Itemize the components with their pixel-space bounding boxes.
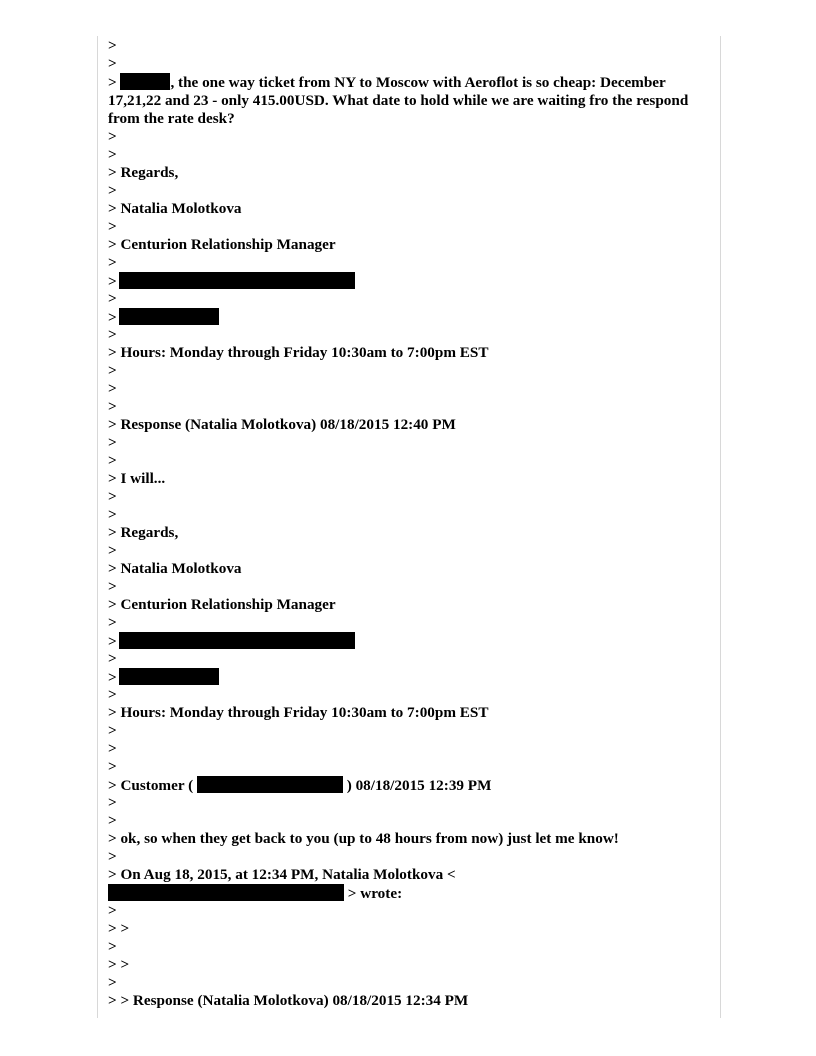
- redacted-phone-line: [108, 308, 708, 326]
- quote-line: >: [108, 380, 117, 397]
- double-quote-line: > >: [108, 956, 130, 973]
- customer-header: [108, 776, 708, 794]
- quote-line: >: [108, 506, 117, 523]
- redacted-email: [108, 884, 344, 901]
- quote-line: >: [108, 254, 117, 271]
- quote-line: >: [108, 452, 117, 469]
- wrote-suffix: > wrote:: [347, 885, 403, 902]
- opening-paragraph: [108, 73, 708, 128]
- quote-line: >: [108, 740, 117, 757]
- quote-line: >: [108, 812, 117, 829]
- quote-line: >: [108, 974, 117, 991]
- on-date-line: > On Aug 18, 2015, at 12:34 PM, Natalia Molotkova <: [108, 866, 456, 883]
- signature-name: > Natalia Molotkova: [108, 560, 242, 577]
- customer-header-suffix: ) 08/18/2015 12:39 PM: [346, 777, 492, 794]
- redacted-contact-line: [108, 272, 708, 290]
- opening-text: , the one way ticket from NY to Moscow with Aeroflot is so cheap: December 17,21,22 and 23 - only 415.00USD. What date to hold while we are waiting fro the respond from the rate desk?: [108, 74, 689, 127]
- quote-line: >: [108, 758, 117, 775]
- redacted-block: [119, 668, 219, 685]
- signature-name: > Natalia Molotkova: [108, 200, 242, 217]
- signature-title: > Centurion Relationship Manager: [108, 236, 336, 253]
- quote-line: >: [108, 362, 117, 379]
- quote-marker: >: [108, 669, 117, 686]
- response-header: > Response (Natalia Molotkova) 08/18/2015 12:40 PM: [108, 416, 456, 433]
- quote-line: >: [108, 146, 117, 163]
- regards-line: > Regards,: [108, 164, 179, 181]
- quote-line: >: [108, 326, 117, 343]
- quote-marker: >: [108, 273, 117, 290]
- double-quote-line: > >: [108, 920, 130, 937]
- email-thread: [108, 37, 708, 1010]
- quote-line: >: [108, 614, 117, 631]
- wrote-line: [108, 884, 708, 902]
- quote-line: >: [108, 722, 117, 739]
- quote-line: >: [108, 128, 117, 145]
- regards-line: > Regards,: [108, 524, 179, 541]
- quote-line: >: [108, 686, 117, 703]
- customer-body: > ok, so when they get back to you (up to 48 hours from now) just let me know!: [108, 830, 619, 847]
- quote-line: >: [108, 488, 117, 505]
- quote-line: >: [108, 37, 117, 54]
- quote-line: >: [108, 434, 117, 451]
- customer-header-prefix: > Customer (: [108, 777, 194, 794]
- signature-title: > Centurion Relationship Manager: [108, 596, 336, 613]
- redacted-block: [119, 272, 355, 289]
- quote-line: >: [108, 650, 117, 667]
- redacted-email: [197, 776, 343, 793]
- redacted-block: [119, 632, 355, 649]
- signature-hours: > Hours: Monday through Friday 10:30am to 7:00pm EST: [108, 704, 489, 721]
- quote-line: >: [108, 398, 117, 415]
- quote-line: >: [108, 938, 117, 955]
- quote-marker: >: [108, 633, 117, 650]
- quote-marker: >: [108, 309, 117, 326]
- redacted-contact-line: [108, 632, 708, 650]
- response-body: > I will...: [108, 470, 166, 487]
- quote-line: >: [108, 902, 117, 919]
- quote-marker: >: [108, 74, 117, 91]
- redacted-block: [119, 308, 219, 325]
- quote-line: >: [108, 290, 117, 307]
- quote-line: >: [108, 578, 117, 595]
- quote-line: >: [108, 218, 117, 235]
- response-header: > > Response (Natalia Molotkova) 08/18/2015 12:34 PM: [108, 992, 469, 1009]
- quote-line: >: [108, 848, 117, 865]
- quote-line: >: [108, 55, 117, 72]
- quote-line: >: [108, 542, 117, 559]
- redacted-name: [120, 73, 170, 90]
- quote-line: >: [108, 794, 117, 811]
- signature-hours: > Hours: Monday through Friday 10:30am to 7:00pm EST: [108, 344, 489, 361]
- quote-line: >: [108, 182, 117, 199]
- redacted-phone-line: [108, 668, 708, 686]
